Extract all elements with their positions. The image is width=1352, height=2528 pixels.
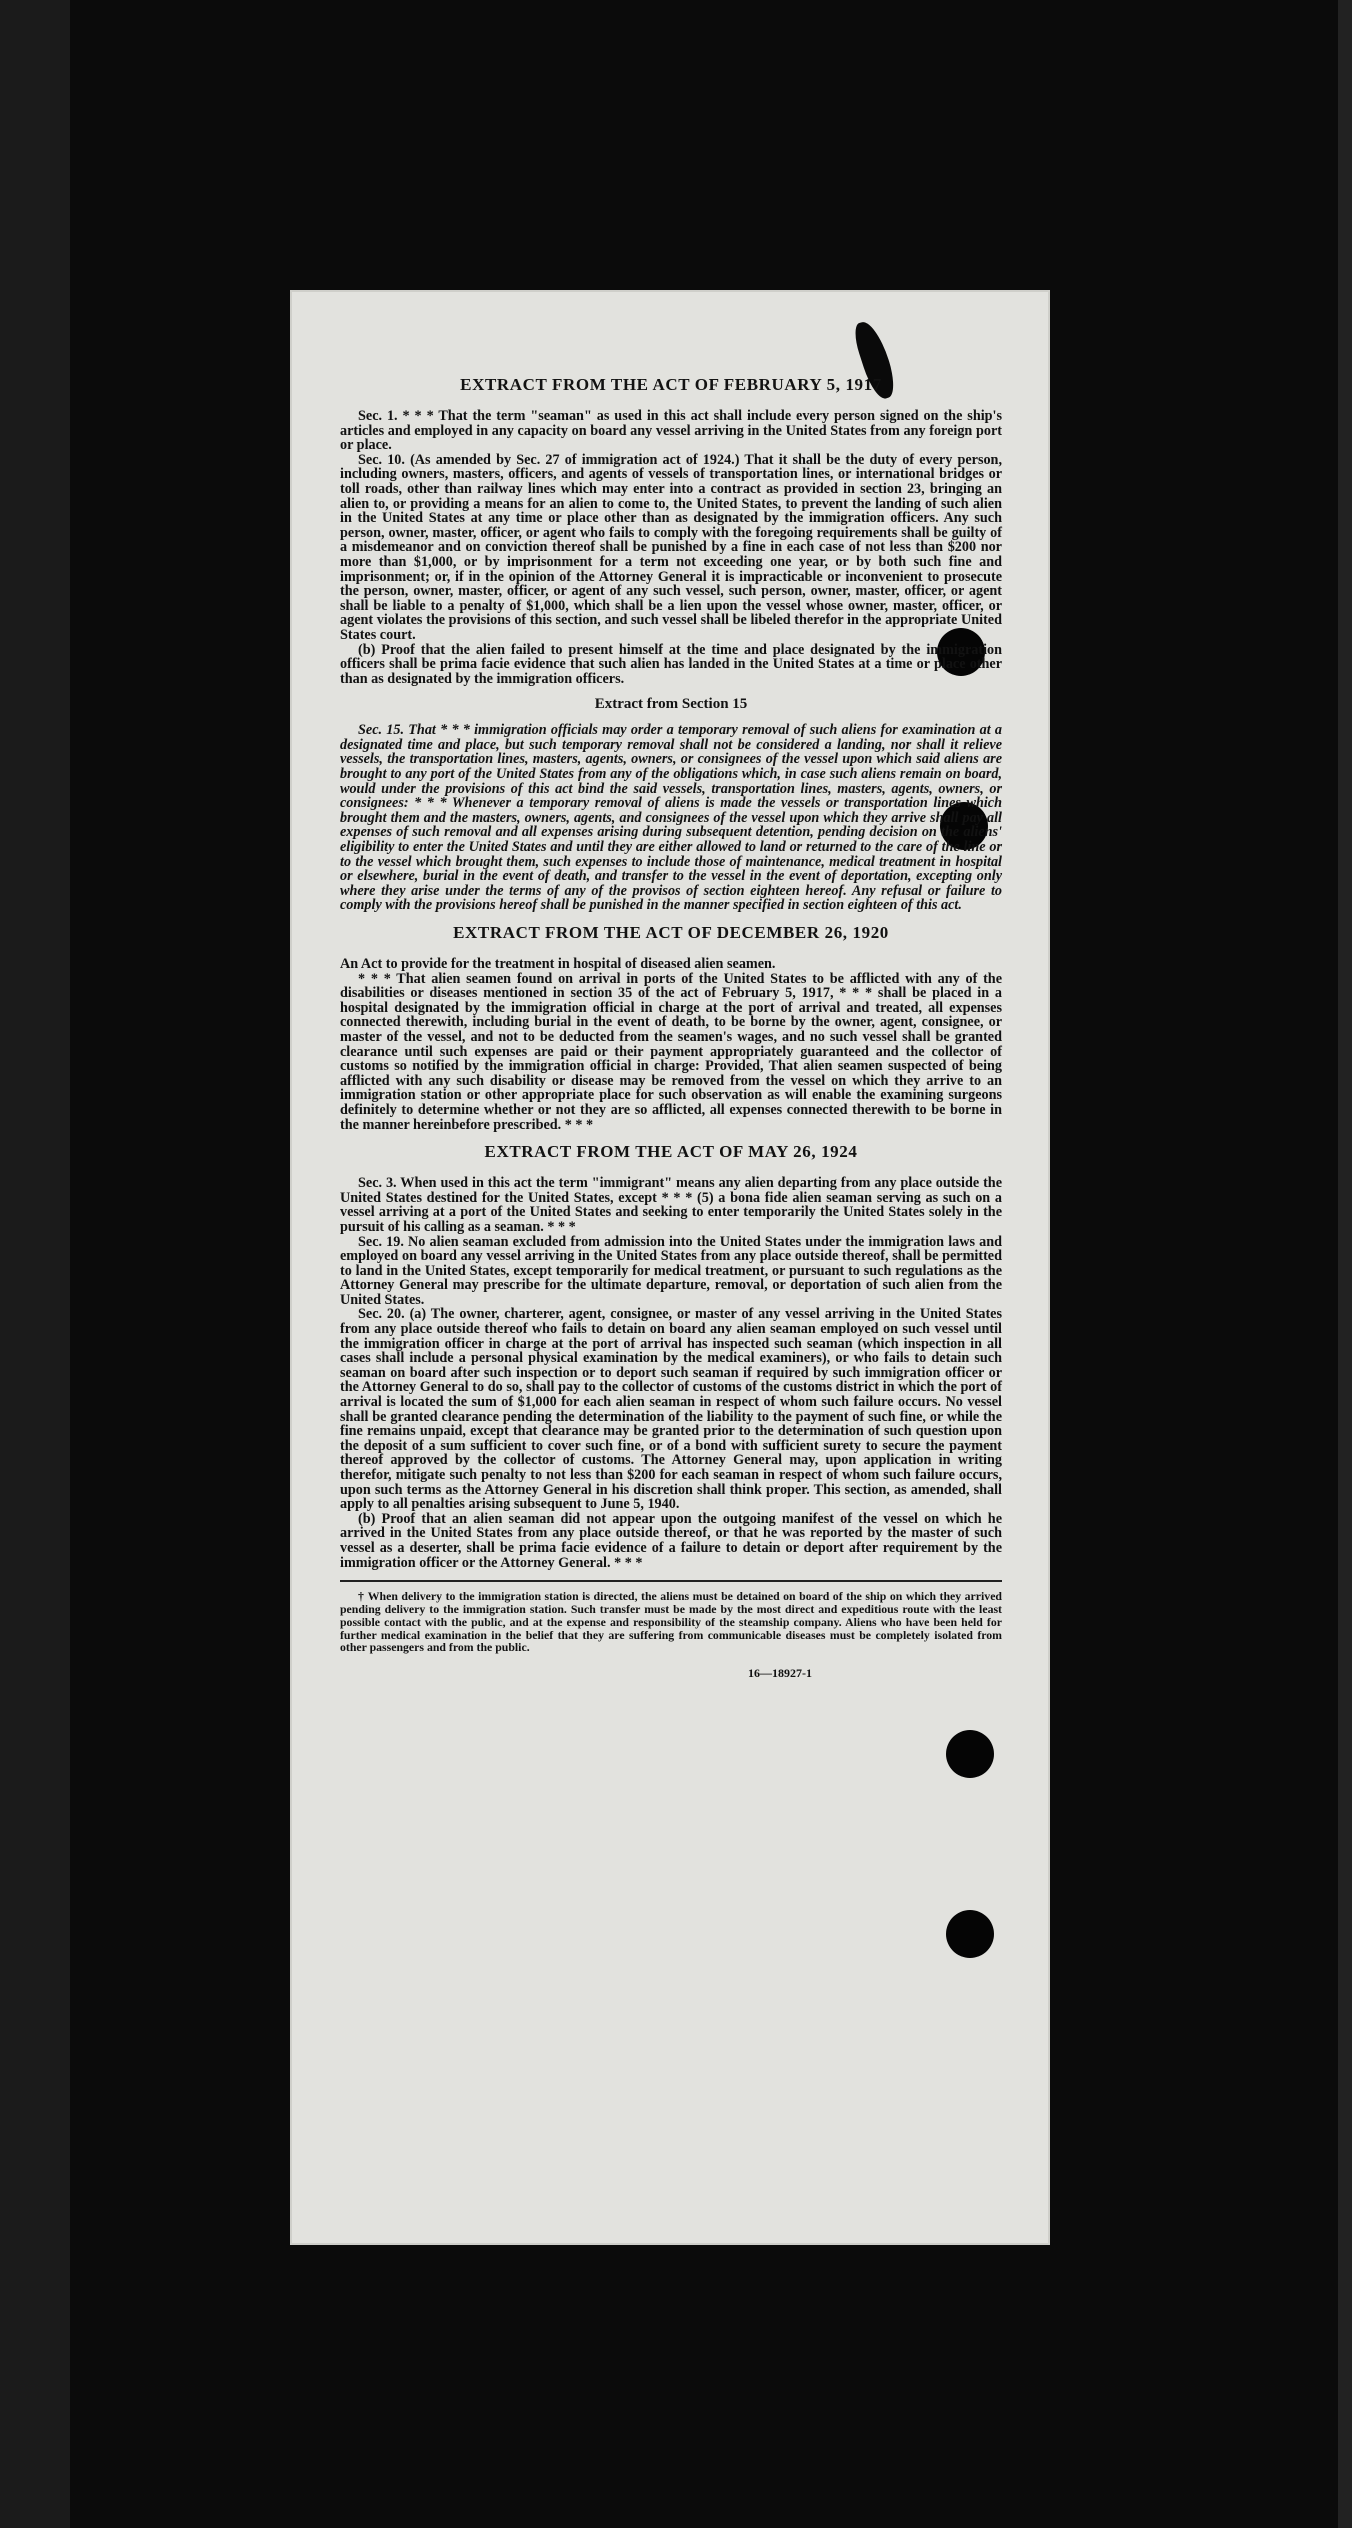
- paragraph: Sec. 15. That * * * immigration officials may order a temporary removal of such aliens for examination at a designated time and place, but such temporary removal shall not be considered a landing, nor shall it relieve vessels, the transportation lines, masters, agents, owners, or consignees of the vessel upon which said aliens are brought to any port of the United States from any of the obligations which, in case such aliens remain on board, would under the provisions of this act bind the said vessels, transportation lines, masters, agents, owners, or consignees: * * * Whenever a temporary removal of aliens is made the vessels or transportation lines which brought them and the masters, owners, agents, and consignees of the vessel upon which they arrive shall pay all expenses of such removal and all expenses arising during subsequent detention, pending decision on the aliens' eligibility to enter the United States and until they are either allowed to land or returned to the care of the line or to the vessel which brought them, such expenses to include those of maintenance, medical treatment in hospital or elsewhere, burial in the event of death, and transfer to the vessel in the event of deportation, excepting only where they arise under the terms of any of the provisos of section eighteen hereof. Any refusal or failure to comply with the provisions hereof shall be punished in the manner specified in section eighteen of this act.: [340, 722, 1002, 914]
- paragraph: Sec. 10. (As amended by Sec. 27 of immigration act of 1924.) That it shall be the duty of every person, including owners, masters, officers, and agents of vessels of transportation lines, or international bridges or toll roads, other than railway lines which may enter into a contract as provided in section 23, bringing an alien to, or providing a means for an alien to come to, the United States, to prevent the landing of such alien in the United States at any time or place other than as designated by the immigration officers. Any such person, owner, master, officer, or agent who fails to comply with the foregoing requirements shall be guilty of a misdemeanor and on conviction thereof shall be punished by a fine in each case of not less than $200 nor more than $1,000, or by imprisonment for a term not exceeding one year, or by both such fine and imprisonment; or, if in the opinion of the Attorney General it is impracticable or inconvenient to prosecute the person, owner, master, officer, or agent of any such vessel, such person, owner, master, officer, or agent shall be liable to a penalty of $1,000, which shall be a lien upon the vessel whose owner, master, officer, or agent violates the provisions of this section, and such vessel shall be libeled therefor in the appropriate United States court.: [340, 451, 1002, 643]
- paragraph: (b) Proof that the alien failed to present himself at the time and place designated by the immigration officers shall be prima facie evidence that such alien has landed in the United States at a time or place other than as designated by the immigration officers.: [340, 641, 1002, 687]
- section-15: [340, 723, 1002, 913]
- film-edge-left: [0, 0, 70, 2528]
- paragraph: Sec. 3. When used in this act the term "immigrant" means any alien departing from any place outside the United States destined for the United States, except * * * (5) a bona fide alien seaman serving as such on a vessel arriving at a port of the United States and seeking to enter temporarily the United States solely in the pursuit of his calling as a seaman. * * *: [340, 1175, 1002, 1235]
- footnote-divider: [340, 1580, 1002, 1582]
- section-1-and-10: [340, 409, 1002, 686]
- film-edge-right: [1338, 0, 1352, 2528]
- paragraph: Sec. 20. (a) The owner, charterer, agent, consignee, or master of any vessel arriving in the United States from any place outside thereof who fails to detain on board any alien seaman employed on such vessel until the immigration officer in charge at the port of arrival has inspected such seaman (which inspection in all cases shall include a personal physical examination by the medical examiners), or who fails to detain such seaman on board after such inspection or to deport such seaman if required by such immigration officer or the Attorney General to do so, shall pay to the collector of customs of the customs district in which the port of arrival is located the sum of $1,000 for each alien seaman in respect of whom such failure occurs. No vessel shall be granted clearance pending the determination of the liability to the payment of such fine, or while the fine remains unpaid, except that clearance may be granted prior to the determination of such question upon the deposit of a sum sufficient to cover such fine, or of a bond with sufficient surety to secure the payment thereof approved by the collector of customs. The Attorney General may, upon application in writing therefor, mitigate such penalty to not less than $200 for each seaman in respect of whom such failure occurs, upon such terms as the Attorney General in his discretion shall think proper. This section, as amended, shall apply to all penalties arising subsequent to June 5, 1940.: [340, 1306, 1002, 1513]
- heading-act-feb-1917: EXTRACT FROM THE ACT OF FEBRUARY 5, 1917: [460, 375, 882, 394]
- paragraph: An Act to provide for the treatment in hospital of diseased alien seamen.: [340, 956, 776, 972]
- document-sheet: [290, 290, 1050, 2245]
- section-dec-1920: [340, 957, 1002, 1132]
- paragraph: (b) Proof that an alien seaman did not appear upon the outgoing manifest of the vessel on which he arrived in the United States from any place outside thereof, or that he was reported by the master of such vessel as a deserter, shall be prima facie evidence of a failure to detain or deport after requirement by the immigration officer or the Attorney General. * * *: [340, 1510, 1002, 1571]
- punch-hole: [946, 1910, 994, 1958]
- form-number: 16—18927-1: [748, 1666, 812, 1681]
- section-may-1924: [340, 1176, 1002, 1570]
- footnote: [340, 1590, 1002, 1654]
- footnote-text: † When delivery to the immigration station is directed, the aliens must be detained on board of the ship on which they arrived pending delivery to the immigration station. Such transfer must be made by the most direct and expeditious route with the least possible contact with the public, and at the expense and responsibility of the steamship company. Aliens who have been held for further medical examination in the belief that they are suffering from communicable diseases must be completely isolated from other passengers and from the public.: [340, 1589, 1002, 1655]
- paragraph: Sec. 1. * * * That the term "seaman" as used in this act shall include every person signed on the ship's articles and employed in any capacity on board any vessel arriving in the United States from any foreign port or place.: [340, 408, 1002, 454]
- paragraph: * * * That alien seamen found on arrival in ports of the United States to be afflicted with any of the disabilities or diseases mentioned in section 35 of the act of February 5, 1917, * * * shall be placed in a hospital designated by the immigration official in charge at the port of arrival and treated, all expenses connected therewith, including burial in the event of death, to be borne by the owner, agent, consignee, or master of the vessel, and not to be deducted from the seamen's wages, and no such vessel shall be granted clearance until such expenses are paid or their payment appropriately guaranteed and the collector of customs so notified by the immigration official in charge: Provided, That alien seamen suspected of being afflicted with any such disability or disease may be removed from the vessel on which they arrive to an immigration station or other appropriate place for such observation as will enable the examining surgeons definitely to determine whether or not they are so afflicted, all expenses connected therewith to be borne in the manner hereinbefore prescribed. * * *: [340, 970, 1002, 1133]
- heading-act-dec-1920: EXTRACT FROM THE ACT OF DECEMBER 26, 1920: [453, 923, 889, 942]
- document-content: [340, 375, 1002, 1681]
- paragraph: Sec. 19. No alien seaman excluded from admission into the United States under the immigration laws and employed on board any vessel arriving in the United States from any place outside thereof, shall be permitted to land in the United States, except temporarily for medical treatment, or pursuant to such regulations as the Attorney General may prescribe for the ultimate departure, removal, or deportation of such alien from the United States.: [340, 1233, 1002, 1308]
- punch-hole: [946, 1730, 994, 1778]
- heading-section-15: Extract from Section 15: [594, 696, 748, 713]
- heading-act-may-1924: EXTRACT FROM THE ACT OF MAY 26, 1924: [484, 1142, 858, 1162]
